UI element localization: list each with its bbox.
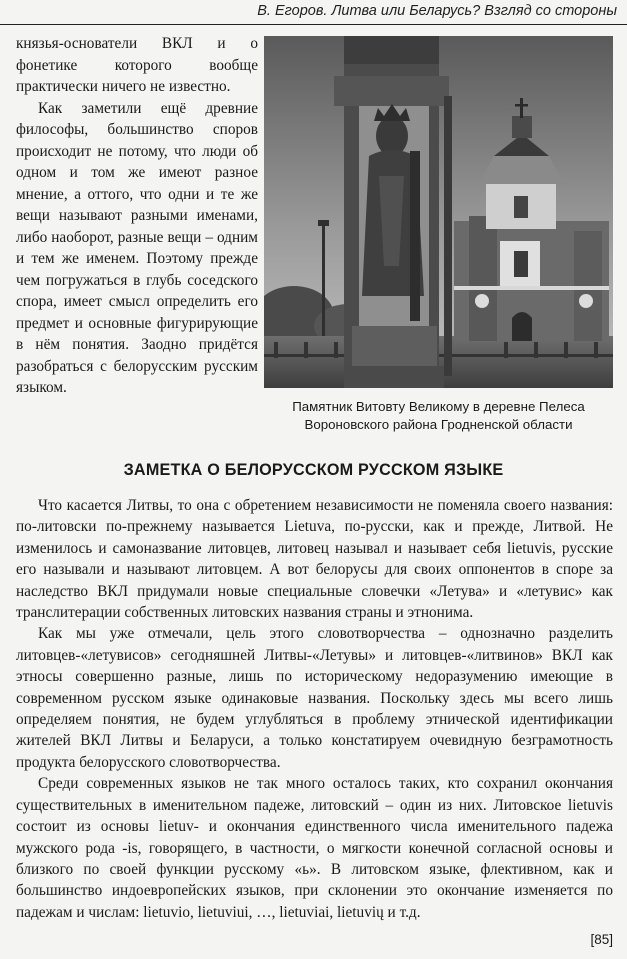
running-title: В. Егоров. Литва или Беларусь? Взгляд со стороны <box>257 3 617 19</box>
photo-caption: Памятник Витовту Великому в деревне Пелеса Вороновского района Гродненской области <box>292 399 585 432</box>
running-header <box>0 0 627 25</box>
left-paragraph-2: Как заметили ещё древние философы, большинство споров происходит не потому, что люди об одном и том же имеют разное мнение, а оттого, что одни и те же вещи называют разными именами, либо наоборот, разные вещи – одним и тем же именем. Поэтому прежде чем погружаться в глубь соседского спора, имеет смысл определить его предмет и основные фигурирующие в нём понятия. Заодно придётся разобраться с белорусским русским языком. <box>16 99 258 396</box>
body-paragraph-2: Как мы уже отмечали, цель этого словотворчества – однозначно разделить литовцев-«летувисов» сегодняшней Литвы-«Летувы» и литовцев-«литвинов» ВКЛ как этносы совершенно разные, лишь по историческому недоразумению имеющие в современном русском языке одинаковые названия. Поскольку здесь мы всего лишь определяем понятия, не будем углубляться в проблему этнической идентификации жителей ВКЛ Литвы и Беларуси, а только констатируем очевидную безграмотность продукта белорусского словотворчества. <box>16 625 613 771</box>
section-title: ЗАМЕТКА О БЕЛОРУССКОМ РУССКОМ ЯЗЫКЕ <box>123 461 504 479</box>
left-column-text <box>16 33 258 399</box>
body-paragraph-3: Среди современных языков не так много осталось таких, кто сохранил окончания существительных в именительном падеже, литовский – один из них. Литовское lietuvis состоит из основы lietuv- и окончания единственного числа именительного падежа мужского рода -is, говорящего, в частности, о мягкости конечной согласной основы и близкого по своей функции русскому «ь». В литовском языке, флективном, как и большинство индоевропейских языков, при склонении это окончание изменяется по падежам и числам: lietuvio, lietuviui, …, lietuviai, lietuvių и т.д. <box>16 775 613 921</box>
page-number: [85] <box>590 932 613 947</box>
monument-photo <box>264 36 613 388</box>
section-body <box>16 495 613 923</box>
left-paragraph-1: князья-основатели ВКЛ и о фонетике которого вообще практически ничего не известно. <box>16 35 258 95</box>
body-paragraph-1: Что касается Литвы, то она с обретением независимости не поменяла своего названия: по-литовски по-прежнему называется Lietuva, по-русски, как и прежде, Литвой. Не изменилось и самоназвание литовцев, литовец называл и называет себя lietuvis, русские его называли и называют литовцем. А вот белорусы для своих оппонентов в споре за наследство ВКЛ придумали новые специальные словечки «Летува» и «летувис» как транслитерации собственных литовских названия страны и этнонима. <box>16 497 613 622</box>
